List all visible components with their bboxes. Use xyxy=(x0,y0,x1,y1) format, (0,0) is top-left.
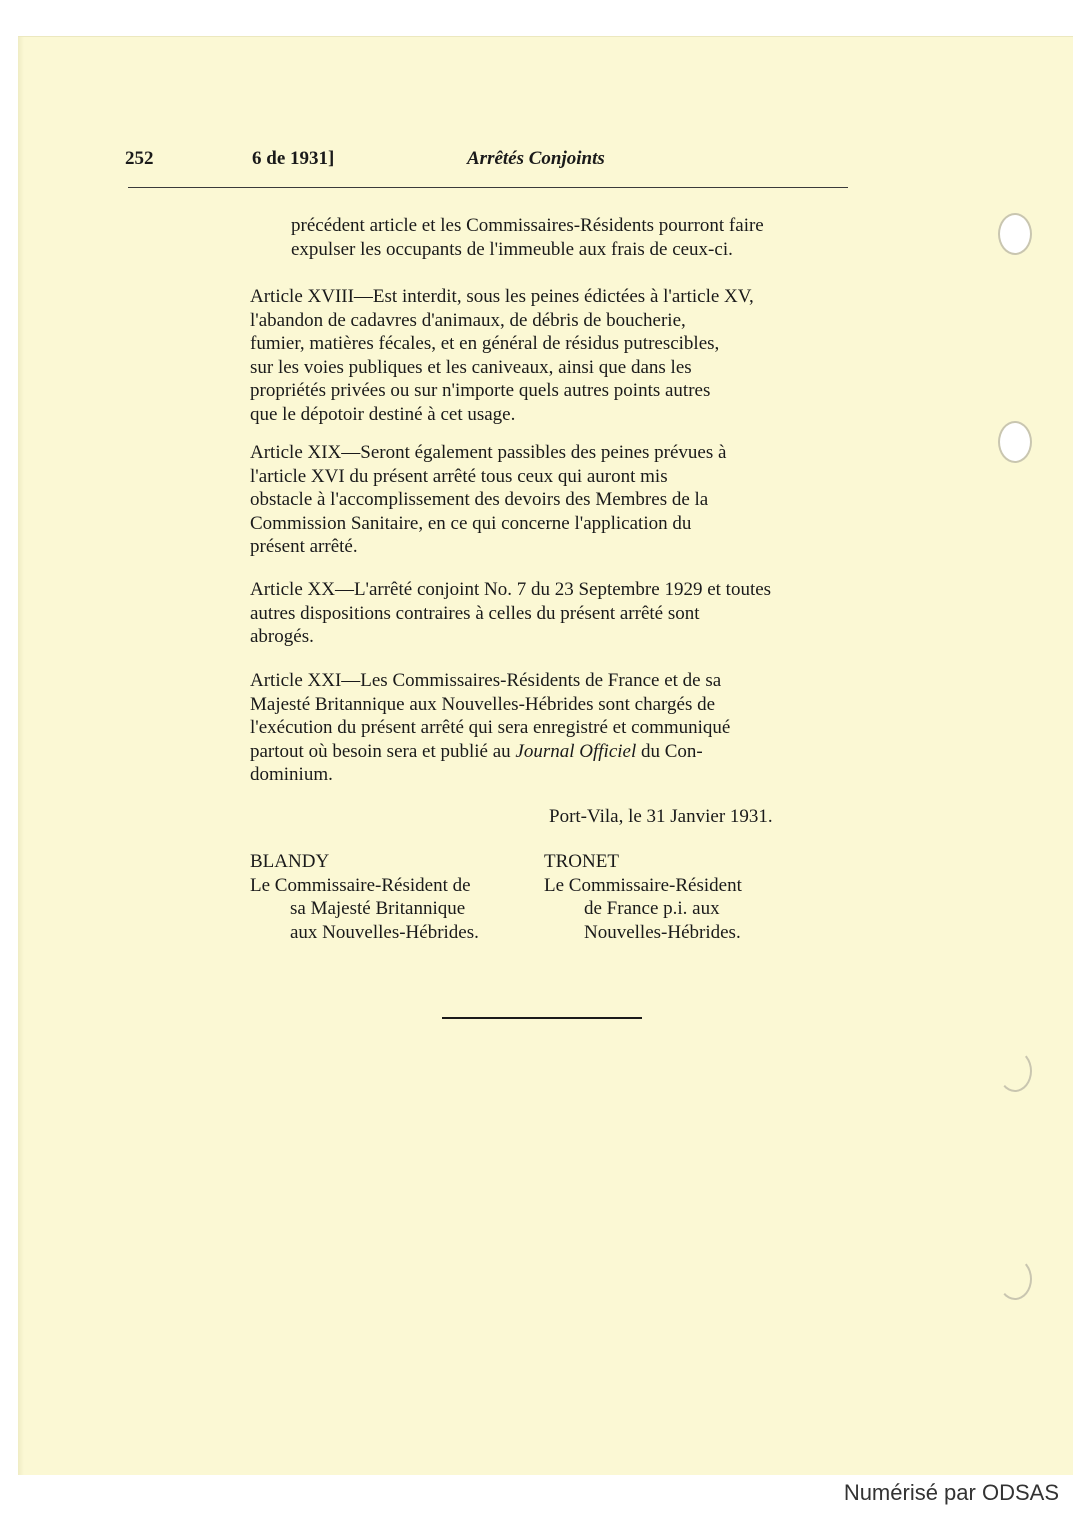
signature-block-left xyxy=(250,850,479,944)
place-date: Port-Vila, le 31 Janvier 1931. xyxy=(549,806,773,827)
punch-hole-icon xyxy=(998,213,1032,255)
end-of-section-rule xyxy=(442,1017,642,1019)
paper-edge-shadow xyxy=(18,37,24,1475)
text-line: présent arrêté. xyxy=(250,536,358,557)
signatory-title-line: aux Nouvelles-Hébrides. xyxy=(290,921,479,943)
continuation-paragraph xyxy=(291,214,850,261)
signatory-title-line: Le Commissaire-Résident xyxy=(544,874,742,896)
text-line: sur les voies publiques et les caniveaux, ainsi que dans les xyxy=(250,356,692,378)
text-line: Article XXI—Les Commissaires-Résidents de France et de sa xyxy=(250,670,722,691)
digitization-credit: Numérisé par ODSAS xyxy=(843,1480,1059,1505)
signatory-name: BLANDY xyxy=(250,851,330,872)
text-line xyxy=(250,740,891,764)
text-line: expulser les occupants de l'immeuble aux frais de ceux-ci. xyxy=(291,238,733,260)
punch-hole-edge-icon xyxy=(998,1050,1032,1092)
text-line: fumier, matières fécales, et en général de résidus putrescibles, xyxy=(250,333,720,354)
text-line: Article XIX—Seront également passibles des peines prévues à xyxy=(250,442,727,463)
signatory-title-line: de France p.i. aux xyxy=(584,898,720,919)
text-fragment: partout où besoin sera et publié au xyxy=(250,740,516,762)
article-xxi xyxy=(250,669,891,787)
text-line: obstacle à l'accomplissement des devoirs des Membres de la xyxy=(250,489,709,510)
header-rule xyxy=(128,187,848,188)
running-title: Arrêtés Conjoints xyxy=(467,148,605,169)
text-line: Article XVIII—Est interdit, sous les peines édictées à l'article XV, xyxy=(250,286,754,307)
text-line: Article XX—L'arrêté conjoint No. 7 du 23 Septembre 1929 et toutes xyxy=(250,579,772,600)
text-line: précédent article et les Commissaires-Résidents pourront faire xyxy=(291,215,764,236)
signatory-title-line: Nouvelles-Hébrides. xyxy=(584,921,741,943)
signatory-title-line: sa Majesté Britannique xyxy=(290,898,466,919)
article-xviii xyxy=(250,285,891,426)
signatory-title-line: Le Commissaire-Résident de xyxy=(250,874,471,896)
article-xix xyxy=(250,441,891,559)
article-xx xyxy=(250,578,891,649)
text-line: que le dépotoir destiné à cet usage. xyxy=(250,403,516,425)
text-line: l'exécution du présent arrêté qui sera enregistré et communiqué xyxy=(250,717,731,738)
text-line: l'abandon de cadavres d'animaux, de débris de boucherie, xyxy=(250,309,686,331)
text-line: dominium. xyxy=(250,764,333,785)
text-line: propriétés privées ou sur n'importe quels autres points autres xyxy=(250,380,711,401)
text-line: autres dispositions contraires à celles du présent arrêté sont xyxy=(250,602,700,624)
text-line: Commission Sanitaire, en ce qui concerne l'application du xyxy=(250,512,692,534)
text-line: abrogés. xyxy=(250,626,314,647)
journal-officiel-title: Journal Officiel xyxy=(515,740,637,762)
text-line: l'article XVI du présent arrêté tous ceux qui auront mis xyxy=(250,465,668,487)
punch-hole-edge-icon xyxy=(998,1258,1032,1300)
punch-hole-icon xyxy=(998,421,1032,463)
page-number: 252 xyxy=(125,148,154,169)
text-fragment: du Con- xyxy=(636,740,703,762)
text-line: Majesté Britannique aux Nouvelles-Hébrides sont chargés de xyxy=(250,693,716,715)
header-year-reference: 6 de 1931] xyxy=(252,148,335,169)
signatory-name: TRONET xyxy=(544,851,619,872)
signature-block-right xyxy=(544,850,742,944)
